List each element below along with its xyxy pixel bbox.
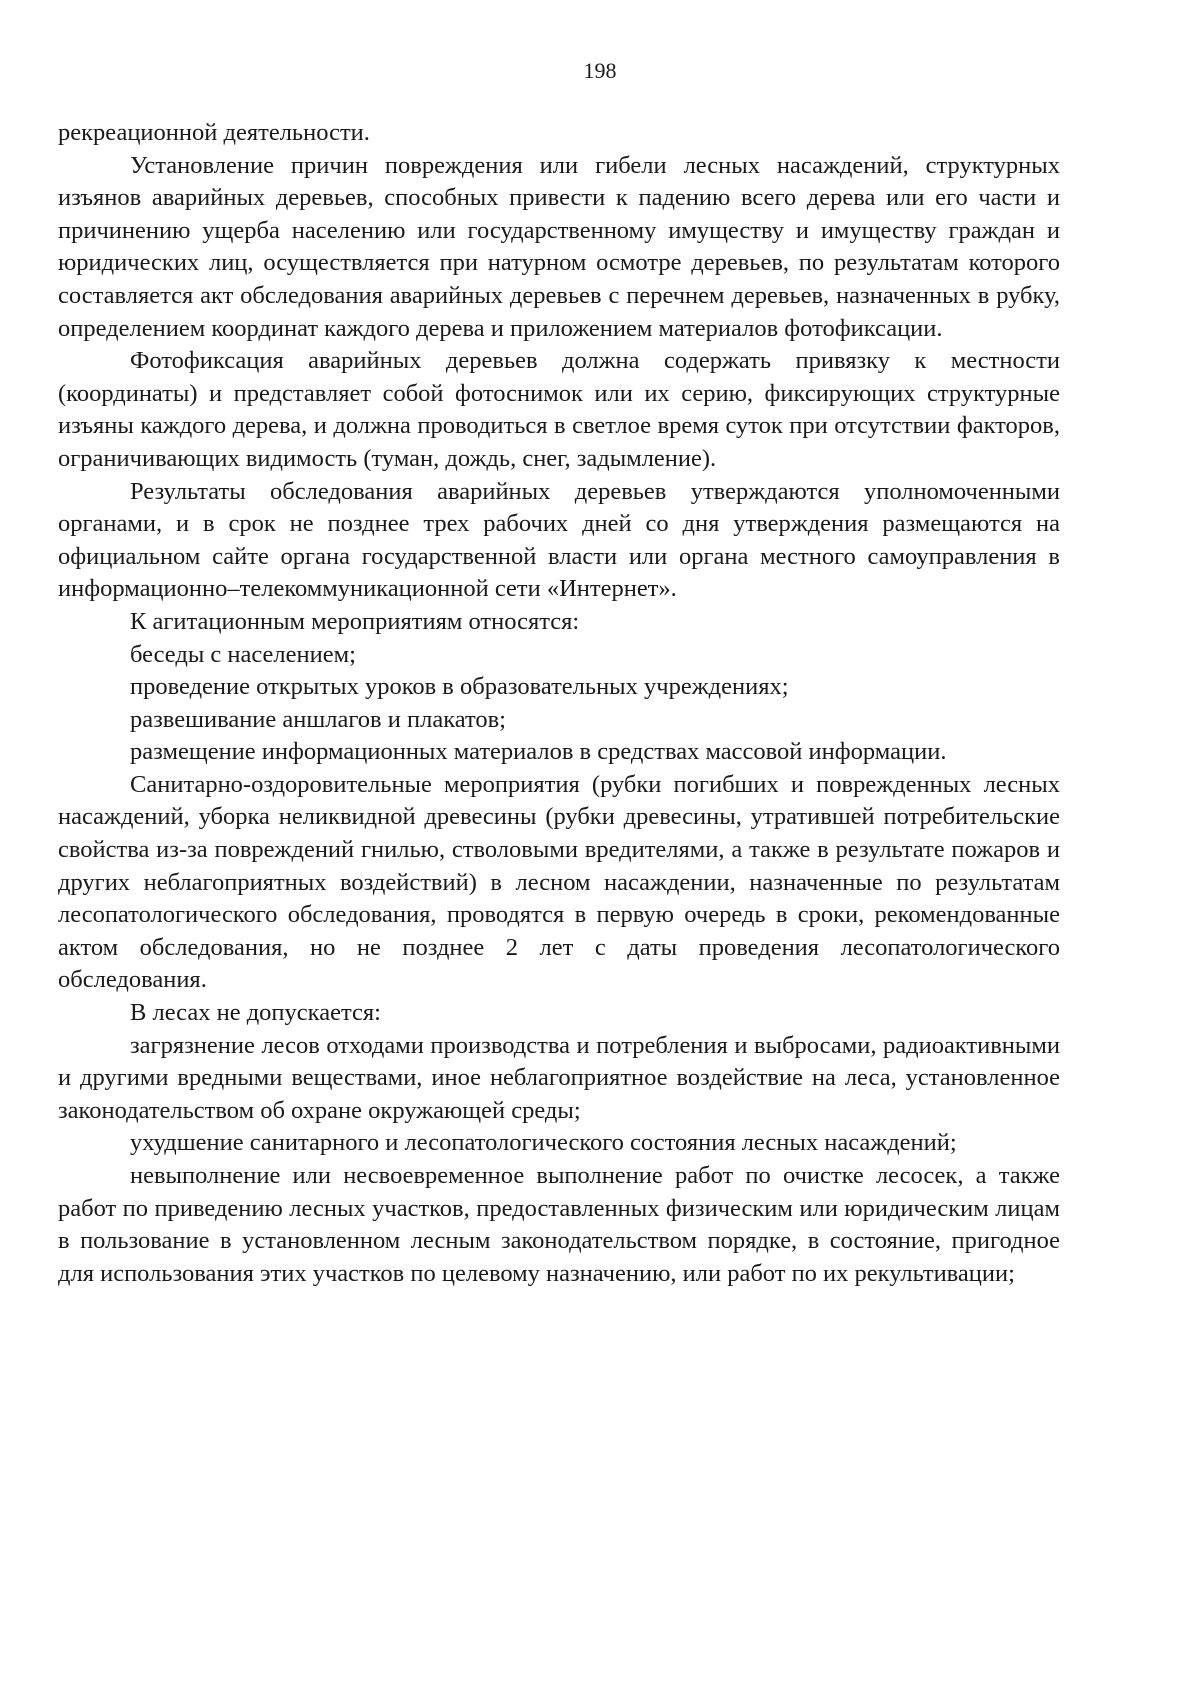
paragraph: В лесах не допускается:	[130, 999, 381, 1027]
paragraph: Установление причин повреждения или гибели лесных насаждений, структурных изъянов аварийных деревьев, способных привести к падению всего дерева или его части и причинению ущерба населению или государственному имуществу и имуществу граждан и юридических лиц, осуществляется при натурном осмотре деревьев, по результатам которого составляется акт обследования аварийных деревьев с перечнем деревьев, назначенных в рубку, определением координат каждого дерева и приложением материалов фотофиксации.	[58, 151, 1060, 342]
list-item: беседы с населением;	[130, 640, 356, 668]
list-item: ухудшение санитарного и лесопатологического состояния лесных насаждений;	[130, 1129, 957, 1157]
list-item: невыполнение или несвоевременное выполнение работ по очистке лесосек, а также работ по приведению лесных участков, предоставленных физическим или юридическим лицам в пользование в установленном лесным законодательством порядке, в состояние, пригодное для использования этих участков по целевому назначению, или работ по их рекультивации;	[58, 1162, 1060, 1287]
list-item: размещение информационных материалов в средствах массовой информации.	[130, 738, 947, 766]
list-item: развешивание аншлагов и плакатов;	[130, 705, 506, 733]
paragraph: рекреационной деятельности.	[58, 119, 370, 146]
paragraph: Результаты обследования аварийных деревьев утверждаются уполномоченными органами, и в срок не позднее трех рабочих дней со дня утверждения размещаются на официальном сайте органа государственной власти или органа местного самоуправления в информационно–телекоммуникационной сети «Интернет».	[58, 477, 1060, 603]
page-number: 198	[583, 58, 617, 83]
paragraph: Фотофиксация аварийных деревьев должна содержать привязку к местности (координаты) и представляет собой фотоснимок или их серию, фиксирующих структурные изъяны каждого дерева, и должна проводиться в светлое время суток при отсутствии факторов, ограничивающих видимость (туман, дождь, снег, задымление).	[58, 347, 1060, 472]
list-item: загрязнение лесов отходами производства и потребления и выбросами, радиоактивными и другими вредными веществами, иное неблагоприятное воздействие на леса, установленное законодательством об охране окружающей среды;	[58, 1031, 1060, 1124]
paragraph: Санитарно-оздоровительные мероприятия (рубки погибших и поврежденных лесных насаждений, уборка неликвидной древесины (рубки древесины, утратившей потребительские свойства из-за повреждений гнилью, стволовыми вредителями, а также в результате пожаров и других неблагоприятных воздействий) в лесном насаждении, назначенные по результатам лесопатологического обследования, проводятся в первую очередь в сроки, рекомендованные актом обследования, но не позднее 2 лет с даты проведения лесопатологического обследования.	[58, 770, 1060, 994]
paragraph: К агитационным мероприятиям относятся:	[130, 607, 580, 635]
list-item: проведение открытых уроков в образовательных учреждениях;	[130, 673, 789, 701]
document-body	[58, 117, 1060, 1290]
